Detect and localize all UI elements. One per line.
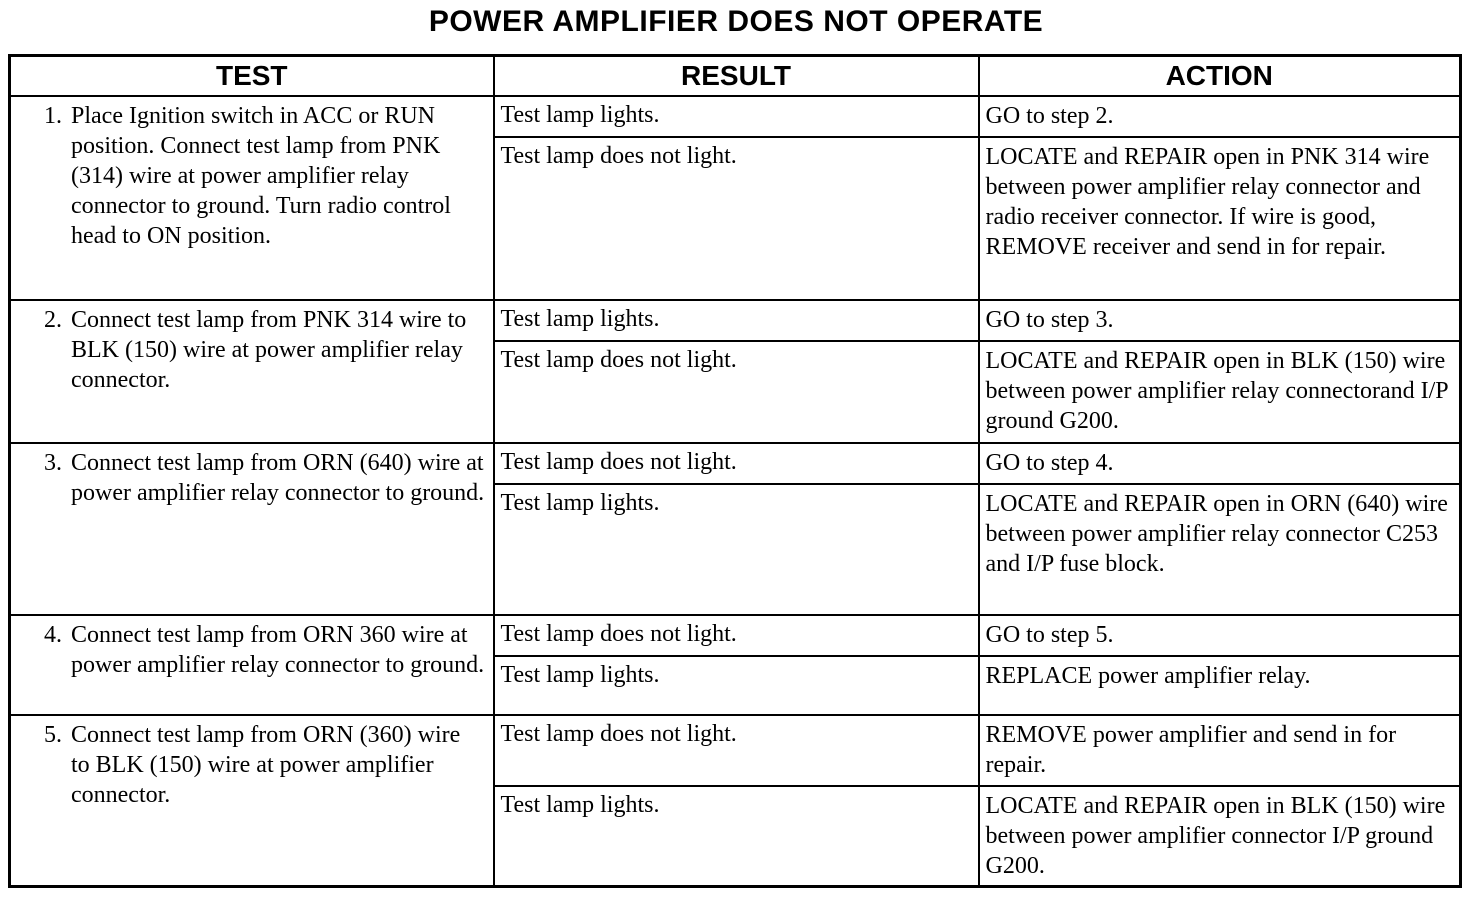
diagnostic-table <box>8 54 1462 888</box>
result-cell: Test lamp lights. <box>494 300 979 341</box>
action-cell: REPLACE power amplifier relay. <box>979 656 1461 714</box>
test-description: Place Ignition switch in ACC or RUN position. Connect test lamp from PNK (314) wire at power amplifier relay connector to ground. Turn radio control head to ON position. <box>71 103 451 249</box>
action-cell: GO to step 2. <box>979 96 1461 137</box>
result-cell: Test lamp lights. <box>494 96 979 137</box>
step-number: 1. <box>44 103 62 129</box>
step-number: 5. <box>44 721 62 748</box>
table-row <box>10 715 1461 786</box>
action-cell: GO to step 5. <box>979 615 1461 656</box>
table-row <box>10 300 1461 341</box>
result-cell: Test lamp does not light. <box>494 137 979 300</box>
test-description: Connect test lamp from ORN (640) wire at power amplifier relay connector to ground. <box>71 449 485 506</box>
table-row <box>10 96 1461 137</box>
action-cell: LOCATE and REPAIR open in BLK (150) wire between power amplifier relay connectorand I/P ground G200. <box>979 341 1461 442</box>
action-cell: LOCATE and REPAIR open in PNK 314 wire between power amplifier relay connector and radio receiver connector. If wire is good, REMOVE receiver and send in for repair. <box>979 137 1461 300</box>
test-cell-step-4 <box>10 615 494 714</box>
step-number: 4. <box>44 622 62 649</box>
step-number: 3. <box>44 449 62 476</box>
test-description: Connect test lamp from ORN 360 wire at power amplifier relay connector to ground. <box>71 622 485 679</box>
test-cell-step-2 <box>10 300 494 443</box>
result-cell: Test lamp lights. <box>494 484 979 616</box>
action-cell: GO to step 4. <box>979 443 1461 484</box>
result-cell: Test lamp does not light. <box>494 341 979 442</box>
test-cell-step-1 <box>10 96 494 300</box>
result-cell: Test lamp does not light. <box>494 615 979 656</box>
step-number: 2. <box>44 306 62 333</box>
table-row <box>10 615 1461 656</box>
test-description: Connect test lamp from PNK 314 wire to BLK (150) wire at power amplifier relay connector. <box>71 306 467 393</box>
action-column-header: ACTION <box>979 56 1461 97</box>
action-cell: LOCATE and REPAIR open in BLK (150) wire between power amplifier connector I/P ground G200. <box>979 786 1461 887</box>
test-column-header: TEST <box>10 56 494 97</box>
table-row <box>10 443 1461 484</box>
test-cell-step-3 <box>10 443 494 616</box>
action-cell: REMOVE power amplifier and send in for repair. <box>979 715 1461 786</box>
result-cell: Test lamp lights. <box>494 656 979 714</box>
action-cell: LOCATE and REPAIR open in ORN (640) wire between power amplifier relay connector C253 and I/P fuse block. <box>979 484 1461 616</box>
result-column-header: RESULT <box>494 56 979 97</box>
header-row <box>10 56 1461 97</box>
result-cell: Test lamp does not light. <box>494 715 979 786</box>
action-cell: GO to step 3. <box>979 300 1461 341</box>
page-title: POWER AMPLIFIER DOES NOT OPERATE <box>428 5 1044 38</box>
result-cell: Test lamp does not light. <box>494 443 979 484</box>
result-cell: Test lamp lights. <box>494 786 979 887</box>
test-cell-step-5 <box>10 715 494 887</box>
test-description: Connect test lamp from ORN (360) wire to BLK (150) wire at power amplifier connector. <box>71 721 461 808</box>
